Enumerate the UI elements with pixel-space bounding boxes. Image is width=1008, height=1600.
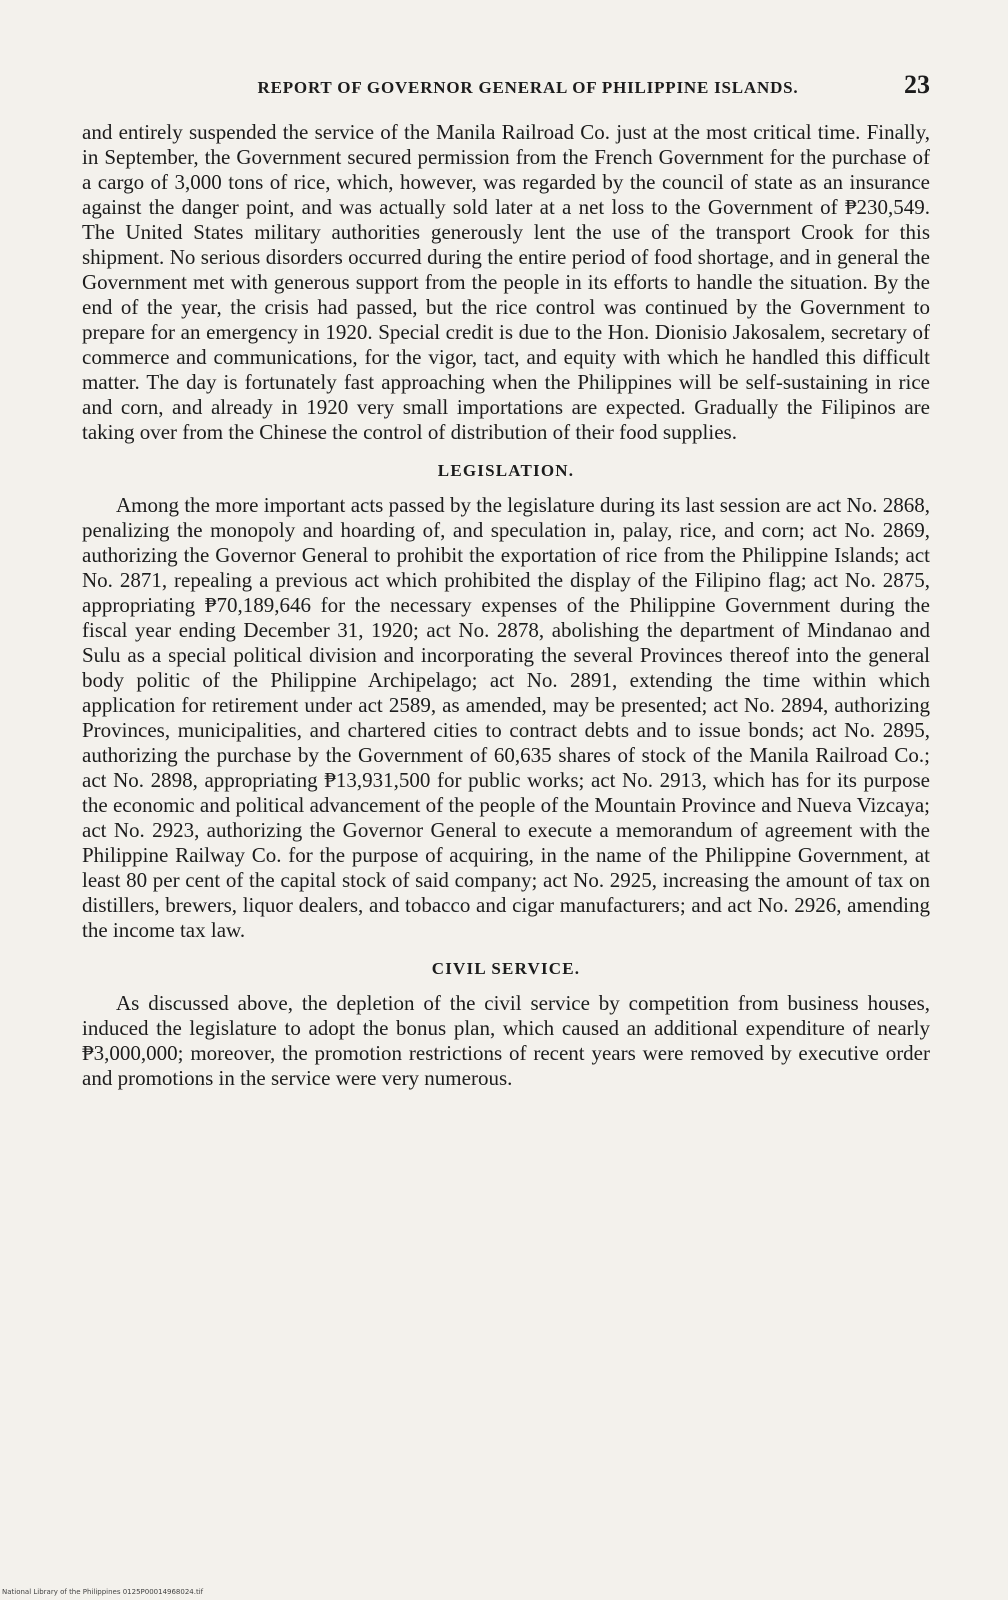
running-title: REPORT OF GOVERNOR GENERAL OF PHILIPPINE ISLANDS. <box>257 78 799 97</box>
page-number: 23 <box>904 70 930 99</box>
section-heading-legislation: LEGISLATION. <box>437 461 575 480</box>
paragraph-intro: and entirely suspended the service of the Manila Railroad Co. just at the most critical time. Finally, in September, the Government secured permission from the French Government for the purchase of a cargo of 3,000 tons of rice, which, however, was regarded by the council of state as an insurance against the danger point, and was actually sold later at a net loss to the Government of ₱230,549. The United States military authorities generously lent the use of the transport Crook for this shipment. No serious disorders occurred during the entire period of food shortage, and in general the Government met with generous support from the people in its efforts to handle the situation. By the end of the year, the crisis had passed, but the rice control was continued by the Government to prepare for an emergency in 1920. Special credit is due to the Hon. Dionisio Jakosalem, secretary of commerce and communications, for the vigor, tact, and equity with which he handled this difficult matter. The day is fortunately fast approaching when the Philippines will be self-sustaining in rice and corn, and already in 1920 very small importations are expected. Gradually the Filipinos are taking over from the Chinese the control of distribution of their food supplies. <box>82 120 930 444</box>
paragraph-legislation: Among the more important acts passed by the legislature during its last session are act No. 2868, penalizing the monopoly and hoarding of, and speculation in, palay, rice, and corn; act No. 2869, authorizing the Governor General to prohibit the exportation of rice from the Philippine Islands; act No. 2871, repealing a previous act which prohibited the display of the Filipino flag; act No. 2875, appropriating ₱70,189,646 for the necessary expenses of the Philippine Government during the fiscal year ending December 31, 1920; act No. 2878, abolishing the department of Mindanao and Sulu as a special political division and incorporating the several Provinces thereof into the general body politic of the Philippine Archipelago; act No. 2891, extending the time within which application for retirement under act 2589, as amended, may be presented; act No. 2894, authorizing Provinces, municipalities, and chartered cities to contract debts and to issue bonds; act No. 2895, authorizing the purchase by the Government of 60,635 shares of stock of the Manila Railroad Co.; act No. 2898, appropriating ₱13,931,500 for public works; act No. 2913, which has for its purpose the economic and political advancement of the people of the Mountain Province and Nueva Vizcaya; act No. 2923, authorizing the Governor General to execute a memorandum of agreement with the Philippine Railway Co. for the purpose of acquiring, in the name of the Philippine Government, at least 80 per cent of the capital stock of said company; act No. 2925, increasing the amount of tax on distillers, brewers, liquor dealers, and tobacco and cigar manufacturers; and act No. 2926, amending the income tax law. <box>82 493 930 942</box>
scan-credit: National Library of the Philippines 0125P00014968024.tif <box>2 1588 204 1596</box>
paragraph-civil-service: As discussed above, the depletion of the civil service by competition from business houses, induced the legislature to adopt the bonus plan, which caused an additional expenditure of nearly ₱3,000,000; moreover, the promotion restrictions of recent years were removed by executive order and promotions in the service were very numerous. <box>82 991 930 1090</box>
section-heading-civil-service: CIVIL SERVICE. <box>431 959 581 978</box>
running-header <box>82 70 930 114</box>
document-page <box>82 70 930 1091</box>
